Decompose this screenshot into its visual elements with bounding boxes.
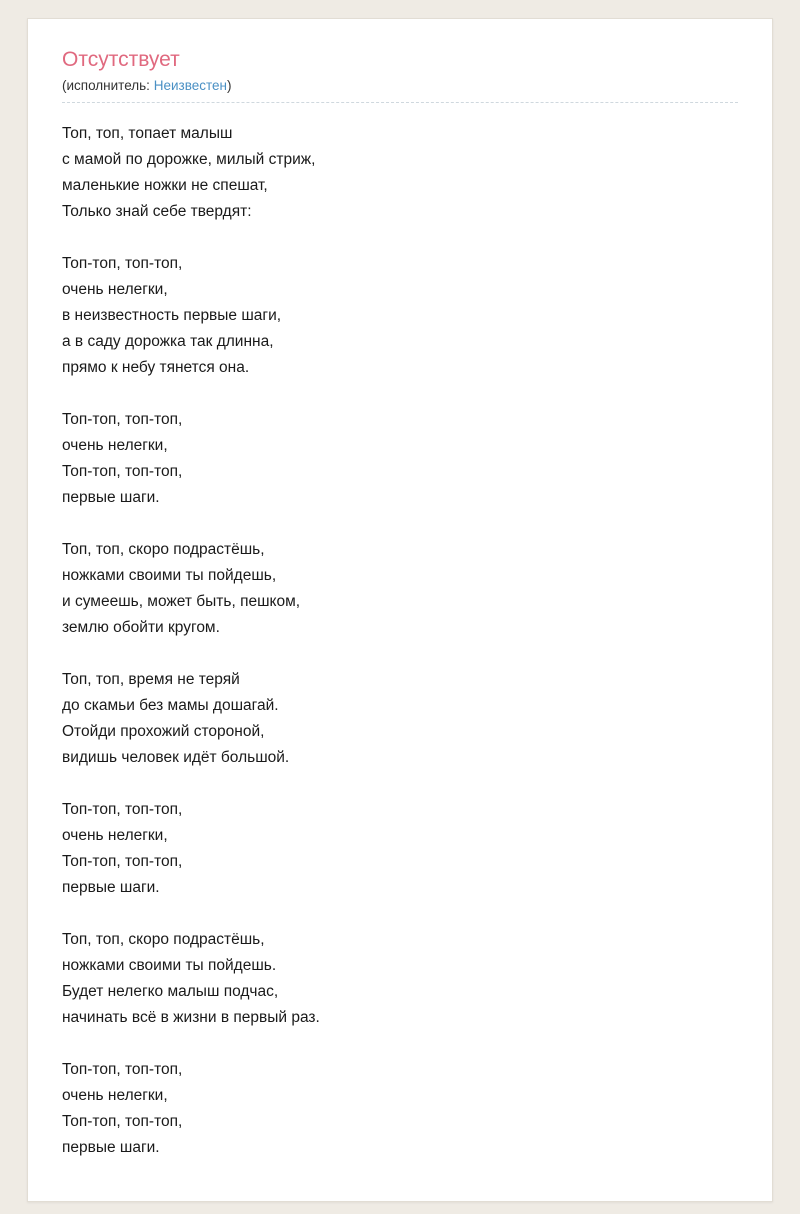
lyrics-line: первые шаги. [62,489,160,507]
lyrics-line: Топ-топ, топ-топ, [62,463,183,481]
lyrics-line: Топ, топ, время не теряй [62,671,240,689]
artist-line [62,78,738,103]
lyrics-line: Топ-топ, топ-топ, [62,853,183,871]
artist-suffix-label: ) [226,78,232,94]
artist-prefix-label: (исполнитель: [62,78,150,94]
lyrics-line: Топ, топ, скоро подрастёшь, [62,931,265,949]
lyrics-line: Топ-топ, топ-топ, [62,255,183,273]
lyrics-line: начинать всё в жизни в первый раз. [62,1009,320,1027]
lyrics-line: Топ-топ, топ-топ, [62,1061,183,1079]
lyrics-verse [62,1057,738,1161]
lyrics-line: Топ-топ, топ-топ, [62,801,183,819]
lyrics-line: с мамой по дорожке, милый стриж, [62,151,316,169]
lyrics-line: видишь человек идёт большой. [62,749,290,767]
lyrics-line: землю обойти кругом. [62,619,220,637]
lyrics-body [62,121,738,1161]
lyrics-line: в неизвестность первые шаги, [62,307,282,325]
lyrics-line: очень нелегки, [62,827,168,845]
lyrics-verse [62,927,738,1031]
lyrics-verse [62,121,738,225]
lyrics-line: очень нелегки, [62,281,168,299]
lyrics-line: Топ-топ, топ-топ, [62,1113,183,1131]
lyrics-line: до скамьи без мамы дошагай. [62,697,279,715]
lyrics-line: а в саду дорожка так длинна, [62,333,274,351]
lyrics-verse [62,251,738,381]
lyrics-line: первые шаги. [62,879,160,897]
lyrics-line: Топ-топ, топ-топ, [62,411,183,429]
lyrics-line: Топ, топ, скоро подрастёшь, [62,541,265,559]
lyrics-line: ножками своими ты пойдешь, [62,567,277,585]
lyrics-verse [62,797,738,901]
lyrics-line: очень нелегки, [62,1087,168,1105]
page-title: Отсутствует [62,48,180,71]
lyrics-line: прямо к небу тянется она. [62,359,250,377]
lyrics-line: Топ, топ, топает малыш [62,125,233,143]
lyrics-line: ножками своими ты пойдешь. [62,957,277,975]
lyrics-line: и сумеешь, может быть, пешком, [62,593,301,611]
lyrics-verse [62,667,738,771]
lyrics-page [27,18,773,1202]
lyrics-line: первые шаги. [62,1139,160,1157]
lyrics-line: маленькие ножки не спешат, [62,177,268,195]
lyrics-line: Будет нелегко малыш подчас, [62,983,279,1001]
lyrics-line: Отойди прохожий стороной, [62,723,265,741]
lyrics-verse [62,537,738,641]
lyrics-line: Только знай себе твердят: [62,203,252,221]
lyrics-line: очень нелегки, [62,437,168,455]
artist-link[interactable]: Неизвестен [153,78,227,94]
lyrics-verse [62,407,738,511]
